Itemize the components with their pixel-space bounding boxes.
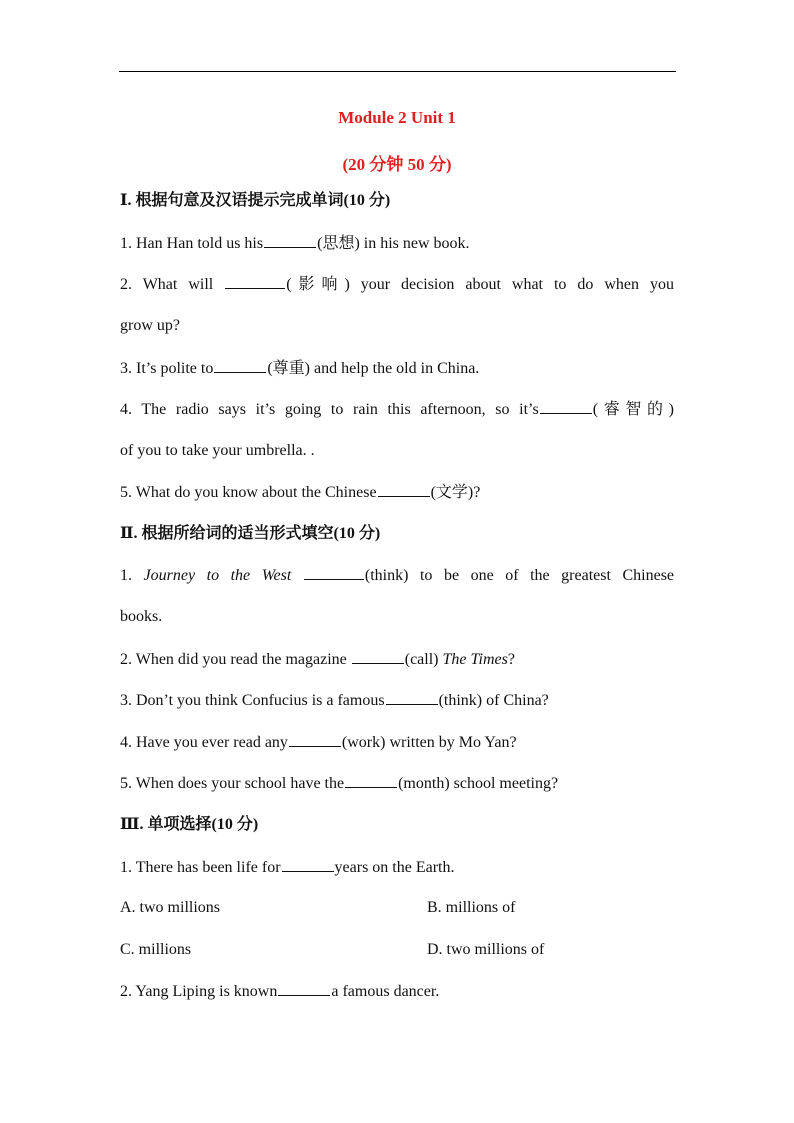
s2-q4-text: 4. Have you ever read any [120,734,288,751]
page-title: Module 2 Unit 1 [338,108,456,127]
s2-q2-text: 2. When did you read the magazine [120,651,351,668]
answer-blank[interactable] [352,649,404,664]
page-subtitle: (20 分钟 50 分) [342,155,452,174]
s1-q1-text: 1. Han Han told us his [120,235,264,252]
answer-blank[interactable] [304,565,364,580]
answer-blank[interactable] [386,690,438,705]
section-1-heading: Ⅰ. 根据句意及汉语提示完成单词(10 分) [120,192,391,209]
s1-q5-text: 5. What do you know about the Chinese [120,484,377,501]
option-c[interactable]: C. millions [120,941,192,958]
s1-q2-text: 2. What will [120,276,225,293]
s2-q4-hint: (work) written by Mo Yan? [341,734,517,751]
s1-q2-continuation: grow up? [120,317,180,334]
s2-question-4 [120,732,674,753]
answer-blank[interactable] [282,857,334,872]
option-b[interactable]: B. millions of [427,899,516,916]
answer-blank[interactable] [225,274,285,289]
s2-question-5 [120,773,674,794]
s3-options-row-1 [120,898,674,918]
s3-q1-text: 1. There has been life for [120,859,281,876]
option-d[interactable]: D. two millions of [427,941,545,958]
option-a[interactable]: A. two millions [120,899,221,916]
s2-q1-book-title: Journey to the West [143,567,292,584]
s1-q3-text: 3. It’s polite to [120,360,214,377]
s3-q1-tail: years on the Earth. [334,859,455,876]
s3-question-1 [120,857,674,878]
answer-blank[interactable] [540,399,592,414]
answer-blank[interactable] [345,773,397,788]
s1-question-2 [120,274,674,295]
s2-q2-magazine-title: The Times [442,651,508,668]
s1-q1-hint: (思想) in his new book. [317,235,470,252]
s1-q2-hint: (影响) your decision about what to do when you [286,276,674,293]
s2-q2-end: ? [507,651,515,668]
s2-q1-continuation: books. [120,608,163,625]
s2-q3-hint: (think) of China? [438,692,549,709]
s1-question-4 [120,399,674,420]
s2-question-1 [120,565,674,586]
s3-q2-text: 2. Yang Liping is known [120,983,278,1000]
s2-q1-number: 1. [120,567,144,584]
s3-options-row-2 [120,940,674,960]
answer-blank[interactable] [278,981,330,996]
answer-blank[interactable] [289,732,341,747]
s3-question-2 [120,981,674,1002]
s1-q4-text: 4. The radio says it’s going to rain this afternoon, so it’s [120,401,539,418]
header-rule [119,71,676,72]
s2-question-3 [120,690,674,711]
answer-blank[interactable] [214,358,266,373]
s2-q3-text: 3. Don’t you think Confucius is a famous [120,692,385,709]
s1-question-3 [120,358,674,379]
s3-q2-tail: a famous dancer. [331,983,440,1000]
s1-question-1 [120,233,674,254]
s1-q5-hint: (文学)? [430,484,481,501]
section-3-heading: Ⅲ. 单项选择(10 分) [120,816,259,833]
s1-q4-hint: (睿智的) [592,401,674,418]
s2-q5-hint: (month) school meeting? [398,775,559,792]
s1-q4-continuation: of you to take your umbrella. . [120,442,315,459]
s1-q3-hint: (尊重) and help the old in China. [267,360,480,377]
s2-question-2 [120,649,674,670]
section-2-heading: Ⅱ. 根据所给词的适当形式填空(10 分) [120,525,381,542]
answer-blank[interactable] [378,482,430,497]
s2-q2-hint: (call) [404,651,443,668]
answer-blank[interactable] [264,233,316,248]
s2-q1-hint: (think) to be one of the greatest Chinese [364,567,675,584]
s1-question-5 [120,482,674,503]
s2-q5-text: 5. When does your school have the [120,775,345,792]
